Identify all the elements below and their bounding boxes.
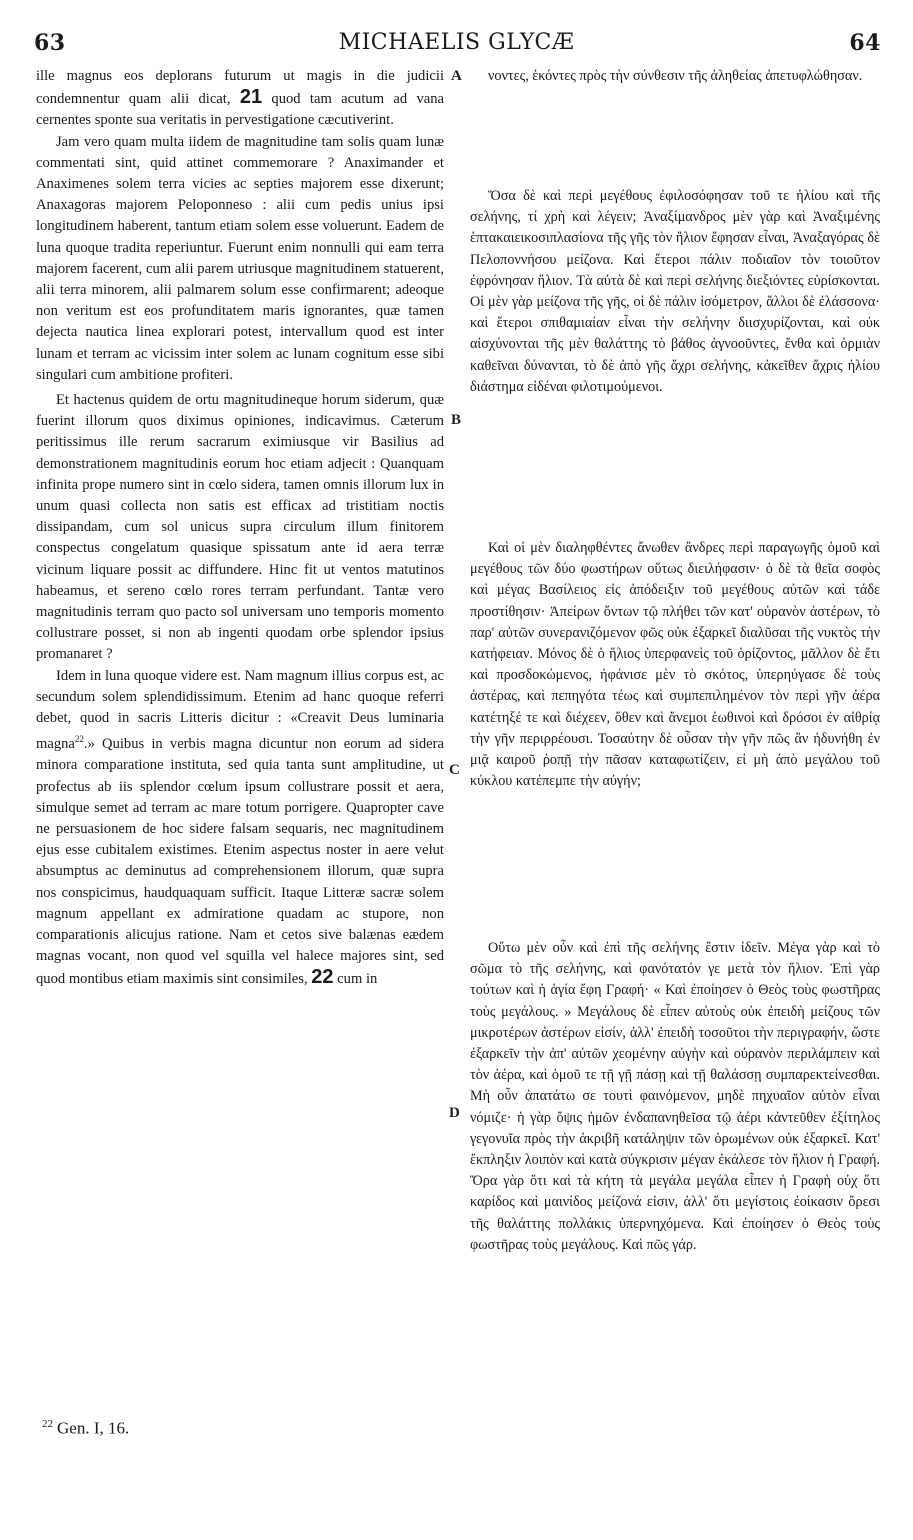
footnote-ref: 22 (74, 734, 84, 745)
greek-paragraph-1: νοντες, ἑκόντες πρὸς τὴν σύνθεσιν τῆς ἀληθείας ἀπετυφλώθησαν. (488, 68, 863, 84)
latin-paragraph-4 (36, 666, 444, 991)
latin-paragraph-3: Et hactenus quidem de ortu magnitudineque horum siderum, quæ fuerint illorum quos diximus opiniones, indicavimus. Cæterum peritissimus ille rerum sacrarum eximiusque vir Basilius ad demonstrationem magnitudinis eorum hoc etiam adjecit : Quanquam infinita prope numero sint in cœlo sidera, tamen omnis illorum lux in unum quasi collecta non satis est efficax ad tristitiam noctis dissipandam, cum sol unicus supra circulum illum finitorem conspectus congelatum quasique spissatum ante id aera terræ vicinum liquare possit ac diffundere. Hinc fit ut ventos matutinos habeamus, et sereno cœlo rores terram perfundant. Tantæ vero magnitudinis terram quo pacto sol universam uno temporis momento collustrare posset, si non ab ingenti quodam orbe splendor ipsius promanaret ? (36, 392, 444, 663)
page-number-right: 64 (849, 30, 881, 56)
greek-paragraph-3: Καὶ οἱ μὲν διαληφθέντες ἄνωθεν ἄνδρες περὶ παραγωγῆς ὁμοῦ καὶ μεγέθους τῶν δύο φωστήρων οὕτως διειλήφασιν· ὁ δὲ τὰ θεῖα σοφὸς καὶ μέγας Βασίλειος εἰς ἀπόδειξιν τοῦ μεγέθους αὐτῶν καὶ τάδε προστίθησιν· Ἀπείρων ὄντων τῷ πλήθει τῶν κατ' οὐρανὸν ἀστέρων, τὸ παρ' αὐτῶν συνερανιζόμενον φῶς οὐκ ἐξαρκεῖ διαλῦσαι τῆς νυκτὸς τὴν κατήφειαν. Μόνος δὲ ὁ ἥλιος ὑπερφανεὶς τοῦ ὁρίζοντος, μᾶλλον δὲ ἔτι καὶ προσδοκώμενος, ἠφάνισε μὲν τὸ σκότος, ὑπερηύγασε δὲ τοὺς ἀστέρας, καὶ πεπηγότα τέως καὶ συμπεπιλημένον τὸν περὶ γῆν ἀέρα κατέτηξέ τε καὶ διέχεεν, ὅθεν καὶ ἄνεμοι ἑωθινοὶ καὶ δρόσοι ἐν αἰθρίᾳ τὴν γῆν περιρρέουσι. Τοσαύτην δὲ οὖσαν τὴν γῆν πῶς ἂν ἠδυνήθη ἐν μιᾷ καιροῦ ῥοπῇ τὴν πᾶσαν καταφωτίζειν, εἰ μὴ ἀπὸ μεγάλου τοῦ κύκλου κατέπεμπε τὴν αὐγήν; (470, 540, 880, 790)
latin-paragraph-2: Jam vero quam multa iidem de magnitudine tam solis quam lunæ commentati sint, quid attinet commemorare ? Anaximander et Anaximenes solem terra vicies ac septies majorem esse dixerunt; Anaxagoras majorem Peloponneso : alii cum pedis unius ipsi longitudinem haberent, tantum etiam solem esse voluerunt. Eadem de luna quoque tradita reperiuntur. Fuerunt enim nonnulli qui eam terra majorem facerent, cum alii parem utriusque magnitudinem statuerent, alii terra minorem, alii palmarem solum esse confirmarent; adeoque non veritum est eos profunditatem maris ignorantes, quæ tamen dejecta nautica linea explorari potest, intervallum quod est inter lunam et terram ac vicissim inter solem ac lunam cognitum esse sibi singulari cum ambitione profiteri. (36, 133, 444, 383)
page-number-left: 63 (34, 30, 66, 56)
page-header (0, 30, 913, 66)
latin-p1-text: ille magnus eos deplorans futurum ut magis in die judicii condemnentur quam alii dicat, (36, 68, 444, 108)
footnote-text: Gen. I, 16. (57, 1418, 130, 1438)
footnote (42, 1418, 129, 1439)
margin-marker-b: B (451, 412, 462, 428)
margin-marker-c: C (449, 762, 460, 778)
latin-p1-tail: quod tam acutum ad vana cernentes sponte sua veritatis in pervestigatione cæcutiverint. (36, 91, 445, 129)
running-title: MICHAELIS GLYCÆ (338, 30, 575, 55)
margin-marker-a: A (451, 68, 462, 84)
column-number-21: 21 (239, 86, 263, 109)
margin-marker-d: D (449, 1105, 460, 1121)
greek-paragraph-2: Ὅσα δὲ καὶ περὶ μεγέθους ἐφιλοσόφησαν τοῦ τε ἡλίου καὶ τῆς σελήνης, τί χρὴ καὶ λέγειν; Ἀναξίμανδρος μὲν γὰρ καὶ Ἀναξιμένης ἑπτακαιεικοσιπλασίονα τῆς γῆς τὸν ἥλιον ἔφησαν εἶναι, Ἀναξαγόρας δὲ Πελοποννήσου μείζονα. Καὶ ἕτεροι πάλιν ποδιαῖον τὸν τοιοῦτον ἐφρόνησαν ἥλιον. Τὰ αὐτὰ δὲ καὶ περὶ σελήνης διεξιόντες εὑρίσκονται. Οἱ μὲν γὰρ μείζονα τῆς γῆς, οἱ δὲ πάλιν ἰσόμετρον, ἄλλοι δὲ ἐλάσσονα· καὶ ἕτεροι σπιθαμιαίαν εἶναι τὴν σελήνην διισχυρίζονται, καὶ οὐκ αἰσχύνονται τῆς μὲν θαλάττης τὸ βάθος ἀγνοοῦντες, ἔνθα καὶ ὁρμιὰν καθεῖναι δύνανται, τὸ δὲ ἀπὸ γῆς ἄχρι σελήνης, κἀκεῖθεν ἄχρις ἡλίου διάστημα εἰδέναι φιλοτιμούμενοι. (470, 188, 880, 395)
latin-column (36, 66, 444, 991)
footnote-mark: 22 (42, 1418, 53, 1430)
latin-p4-text: Idem in luna quoque videre est. Nam magnum illius corpus est, ac secundum solem splendidissimum. Etenim ad hanc quoque referri debet, quod in sacris Litteris dicitur : «Creavit Deus luminaria magna (36, 667, 444, 753)
greek-paragraph-4: Οὕτω μὲν οὖν καὶ ἐπὶ τῆς σελήνης ἔστιν ἰδεῖν. Μέγα γὰρ καὶ τὸ σῶμα τὸ τῆς σελήνης, καὶ φανότατόν γε μετὰ τὸν ἥλιον. Ἐπὶ γὰρ τούτων καὶ ἡ ἁγία ἔφη Γραφή· « Καὶ ἐποίησεν ὁ Θεὸς τοὺς φωστῆρας τοὺς μεγάλους. » Μεγάλους δὲ εἶπεν αὐτοὺς οὐκ ἐπειδὴ μείζους τῶν μικροτέρων ἀστέρων εἰσίν, ἀλλ' ἐπειδὴ τοσοῦτοι τὴν περιγραφήν, ὥστε ἐξαρκεῖν τὴν ἀπ' αὐτῶν χεομένην αὐγὴν καὶ οὐρανὸν περιλάμπειν καὶ τὸν ἀέρα, καὶ ὁμοῦ τε τῇ γῇ πάσῃ καὶ τῇ θαλάσσῃ συμπαρεκτείνεσθαι. Μὴ οὖν ἀπατάτω σε τουτὶ φαινόμενον, μηδὲ πηχυαῖον αὐτὸν εἶναι νόμιζε· ἡ γὰρ ὄψις ἡμῶν ἐνδαπανηθεῖσα τῷ ἀέρι κἀντεῦθεν ἐξίτηλος γεγονυῖα πρὸς τὴν ἀκριβῆ κατάληψιν τῶν ὁρωμένων οὐκ ἐξαρκεῖ. Κατ' ἔκπληξιν λοιπὸν καὶ κατὰ σύγκρισιν μέγαν ἐκάλεσε τὸν ἥλιον ἡ Γραφή. Ὅρα γὰρ ὅτι καὶ τὰ κήτη τὰ μεγάλα μεγάλα εἶπεν ἡ Γραφὴ οὐχ ὅτι καρίδος καὶ μαινίδος μείζονά εἰσιν, ἀλλ' ὅτι μεγίστοις ἐοίκασιν ὄρεσι τῆς θαλάττης πολλάκις ὑπερνηχόμενα. Καὶ ἐποίησεν ὁ Θεὸς τοὺς φωστῆρας τοὺς μεγάλους. Καὶ πῶς γάρ. (470, 940, 880, 1253)
latin-p4-rest: .» Quibus in verbis magna dicuntur non eorum ad sidera minora comparatione instituta, sed quia tanta sunt amplitudine, ut profectus ab iis splendor cœlum ipsum collustrare possit et aera, simulque semet ad terram ac mare totum porrigere. Quapropter cave ne persuasionem de hoc sidere falsam sequaris, nec magnitudinem ejus esse cubitalem existimes. Etenim aspectus noster in aere velut absumptus ac deminutus ad comprehensionem illorum, quæ supra nos conspicimus, haudquaquam sufficit. Itaque Litteræ sacræ solem magnum appellant ex admiratione quadam ac stupore, non comparationis alicujus ratione. Nam et cetos sive balænas eædem magnas vocant, non quod vel squilla vel halece majores sint, sed quod montibus etiam maximis sint consimiles, (36, 736, 444, 988)
column-number-22: 22 (311, 966, 334, 989)
latin-p4-tail: cum in (337, 971, 378, 988)
latin-paragraph-1 (36, 66, 444, 132)
